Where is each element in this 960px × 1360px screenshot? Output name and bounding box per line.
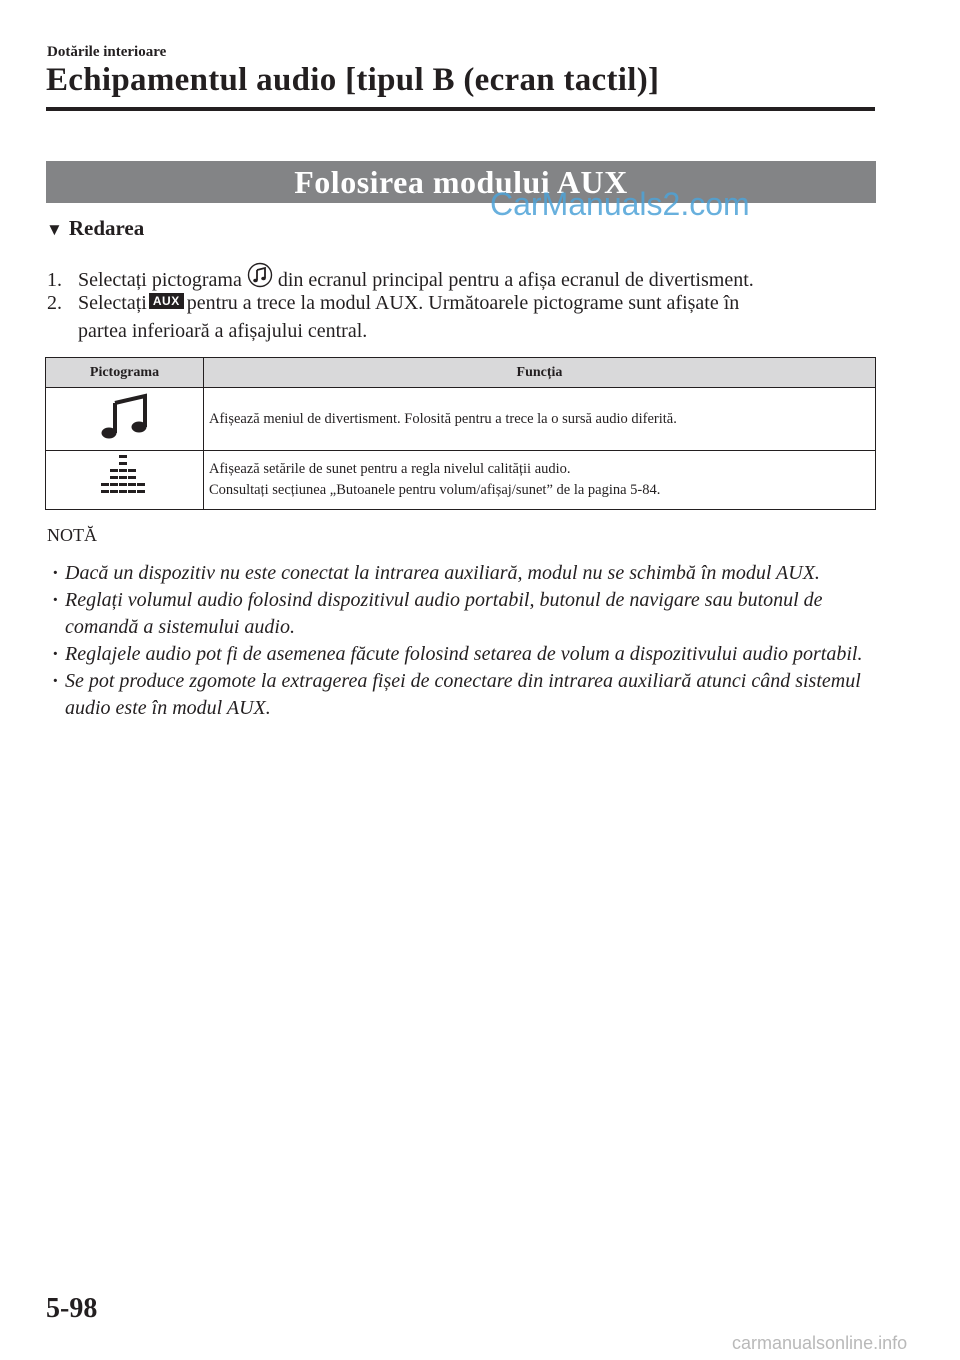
- section-banner: Folosirea modului AUX: [46, 161, 876, 203]
- page-number: 5-98: [46, 1293, 98, 1324]
- table-cell-function: [204, 388, 876, 451]
- step-2: [47, 292, 739, 315]
- function-text: Afișează meniul de divertisment. Folosită pentru a trece la o sursă audio diferită.: [209, 410, 677, 427]
- step-text-before: Selectați pictograma: [78, 269, 242, 291]
- site-watermark: carmanualsonline.info: [732, 1333, 908, 1353]
- table-cell-function: [204, 451, 876, 510]
- note-title: NOTĂ: [47, 525, 97, 545]
- note-item: · Dacă un dispozitiv nu este conectat la intrarea auxiliară, modul nu se schimbă în modul AUX.: [50, 560, 880, 587]
- icon-function-table: [45, 357, 876, 510]
- table-cell-icon: [46, 388, 204, 451]
- function-text: Afișează setările de sunet pentru a regla nivelul calității audio.: [209, 461, 571, 477]
- step-text-after: pentru a trece la modul AUX. Următoarele pictograme sunt afișate în: [186, 292, 740, 314]
- table-header-row: [46, 358, 876, 388]
- watermark-logo: CarManuals2.com: [490, 186, 750, 222]
- chapter-title: Echipamentul audio [tipul B (ecran tactil)]: [46, 62, 660, 98]
- table-row: [46, 451, 876, 510]
- column-header-function: Funcția: [204, 358, 876, 388]
- section-label: Dotările interioare: [47, 44, 167, 60]
- aux-icon: AUX: [149, 293, 184, 309]
- step-number: 2.: [47, 292, 62, 314]
- step-text-after: din ecranul principal pentru a afișa ecranul de divertisment.: [277, 269, 754, 291]
- step-text-before: Selectați: [78, 292, 147, 314]
- sound-settings-icon: [97, 489, 153, 505]
- note-item: · Reglajele audio pot fi de asemenea făcute folosind setarea de volum a dispozitivului audio portabil.: [50, 641, 880, 668]
- subsection-heading: [46, 216, 144, 241]
- function-text: Consultați secțiunea „Butoanele pentru volum/afișaj/sunet” de la pagina 5-84.: [209, 482, 661, 498]
- column-header-icon: Pictograma: [46, 358, 204, 388]
- table-cell-icon: [46, 451, 204, 510]
- triangle-marker-icon: ▼: [46, 220, 63, 239]
- table-row: [46, 388, 876, 451]
- subsection-title: Redarea: [68, 216, 145, 240]
- music-note-icon: [95, 429, 155, 445]
- music-note-icon: [247, 262, 273, 294]
- step-number: 1.: [47, 269, 62, 291]
- note-item: · Se pot produce zgomote la extragerea fișei de conectare din intrarea auxiliară atunci când sistemul audio este în modul AUX.: [50, 668, 880, 722]
- note-list: [50, 560, 880, 722]
- step-1: [47, 262, 754, 294]
- step-2-continuation: partea inferioară a afișajului central.: [78, 320, 368, 342]
- header-divider: [46, 107, 875, 111]
- note-item: · Reglați volumul audio folosind dispozitivul audio portabil, butonul de navigare sau butonul de comandă a sistemului audio.: [50, 587, 880, 641]
